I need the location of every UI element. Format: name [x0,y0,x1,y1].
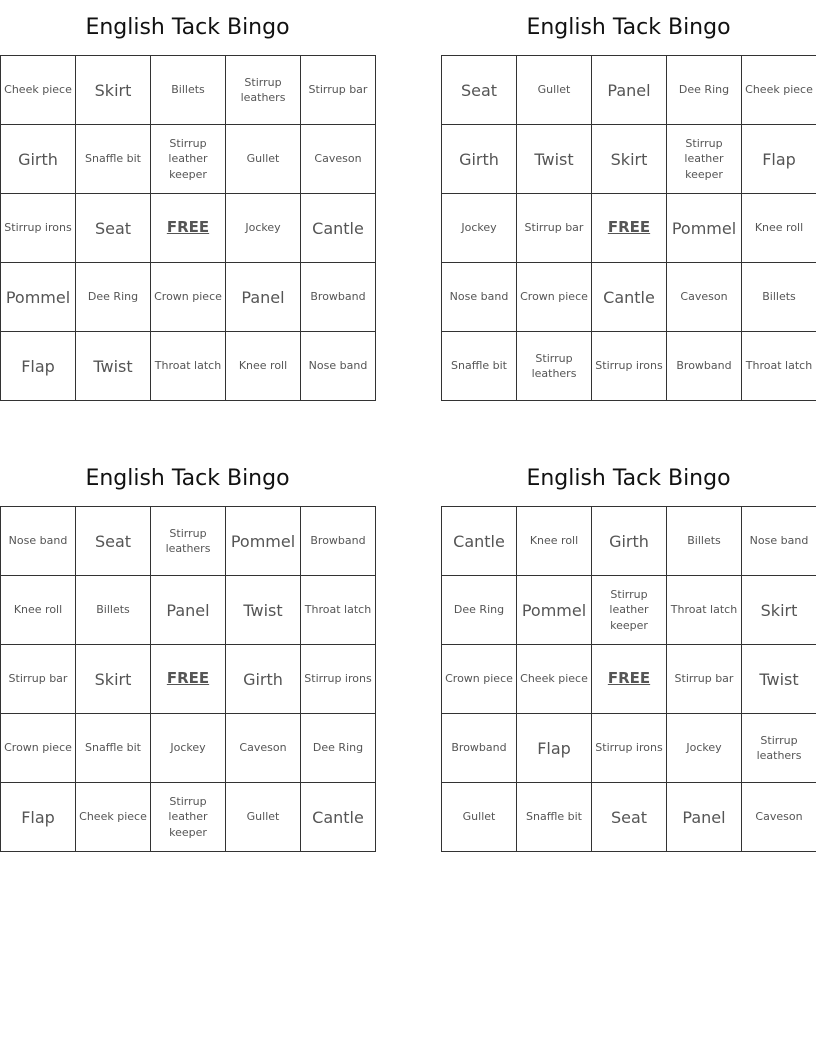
grid-row [1,507,376,576]
bingo-card-4 [441,451,816,852]
bingo-cell: Gullet [517,56,592,125]
bingo-cell: Seat [592,783,667,852]
bingo-card-2 [441,0,816,401]
bingo-cell: Jockey [667,714,742,783]
grid-row [442,576,816,645]
bingo-cell: Pommel [226,507,301,576]
bingo-cell: Stirrup leathers [226,56,301,125]
bingo-cell: Stirrup bar [1,645,76,714]
bingo-cell: Throat latch [667,576,742,645]
bingo-cell: Pommel [517,576,592,645]
bingo-cell: Girth [592,507,667,576]
bingo-cell: Jockey [226,194,301,263]
bingo-cell: Panel [667,783,742,852]
bingo-cell: Flap [1,783,76,852]
bingo-cell: Girth [1,125,76,194]
bingo-cell: Throat latch [151,332,226,401]
free-space: FREE [151,645,226,714]
bingo-cell: Snaffle bit [76,125,151,194]
bingo-cell: Stirrup leather keeper [151,125,226,194]
bingo-cell: Caveson [742,783,816,852]
bingo-cell: Knee roll [517,507,592,576]
bingo-cell: Cheek piece [742,56,816,125]
bingo-cell: Billets [742,263,816,332]
bingo-cell: Cantle [442,507,517,576]
bingo-cell: Cheek piece [1,56,76,125]
bingo-cell: Skirt [742,576,816,645]
grid-row [1,56,376,125]
bingo-cell: Throat latch [742,332,816,401]
bingo-cell: Crown piece [151,263,226,332]
bingo-cell: Dee Ring [667,56,742,125]
bingo-cell: Dee Ring [442,576,517,645]
card-title: English Tack Bingo [85,15,290,40]
bingo-cell: Browband [442,714,517,783]
grid-row [442,56,816,125]
bingo-cell: Gullet [442,783,517,852]
bingo-cell: Seat [442,56,517,125]
bingo-cell: Stirrup leather keeper [667,125,742,194]
bingo-cell: Flap [517,714,592,783]
grid-row [442,645,816,714]
bingo-cell: Cheek piece [517,645,592,714]
bingo-cell: Gullet [226,125,301,194]
bingo-cell: Girth [442,125,517,194]
bingo-cell: Billets [151,56,226,125]
bingo-cell: Crown piece [442,645,517,714]
bingo-cell: Pommel [1,263,76,332]
bingo-cell: Nose band [301,332,376,401]
bingo-cell: Knee roll [1,576,76,645]
grid-row [442,263,816,332]
grid-row [442,783,816,852]
bingo-cell: Snaffle bit [76,714,151,783]
bingo-grid [441,506,816,852]
grid-row [442,125,816,194]
bingo-cell: Stirrup bar [301,56,376,125]
bingo-card-3 [0,451,375,852]
bingo-card-1 [0,0,375,401]
bingo-cell: Panel [151,576,226,645]
free-space: FREE [592,194,667,263]
bingo-cell: Flap [742,125,816,194]
bingo-cell: Panel [592,56,667,125]
bingo-cell: Stirrup leathers [151,507,226,576]
grid-row [1,645,376,714]
bingo-cell: Skirt [76,56,151,125]
bingo-cell: Pommel [667,194,742,263]
grid-row [1,576,376,645]
bingo-cell: Twist [226,576,301,645]
bingo-cell: Crown piece [1,714,76,783]
bingo-cell: Skirt [76,645,151,714]
bingo-cell: Crown piece [517,263,592,332]
bingo-cell: Stirrup leather keeper [151,783,226,852]
free-space: FREE [151,194,226,263]
bingo-cell: Stirrup irons [1,194,76,263]
free-space: FREE [592,645,667,714]
bingo-cell: Cantle [301,783,376,852]
grid-row [442,507,816,576]
bingo-cell: Cheek piece [76,783,151,852]
bingo-cell: Caveson [301,125,376,194]
bingo-cell: Panel [226,263,301,332]
bingo-cell: Cantle [592,263,667,332]
bingo-cell: Flap [1,332,76,401]
bingo-cell: Billets [667,507,742,576]
bingo-cell: Snaffle bit [517,783,592,852]
card-title: English Tack Bingo [526,466,731,491]
bingo-cell: Browband [667,332,742,401]
card-title: English Tack Bingo [85,466,290,491]
grid-row [1,263,376,332]
bingo-cell: Browband [301,263,376,332]
bingo-cell: Browband [301,507,376,576]
bingo-cell: Stirrup bar [667,645,742,714]
bingo-cell: Nose band [1,507,76,576]
bingo-grid [441,55,816,401]
bingo-cell: Stirrup irons [592,332,667,401]
bingo-cell: Twist [76,332,151,401]
bingo-cell: Snaffle bit [442,332,517,401]
bingo-cell: Stirrup leather keeper [592,576,667,645]
bingo-cell: Girth [226,645,301,714]
bingo-cell: Billets [76,576,151,645]
bingo-cell: Knee roll [742,194,816,263]
grid-row [1,332,376,401]
bingo-cell: Stirrup leathers [517,332,592,401]
bingo-cell: Stirrup irons [592,714,667,783]
grid-row [442,714,816,783]
bingo-grid [0,55,376,401]
bingo-cell: Skirt [592,125,667,194]
bingo-cell: Stirrup bar [517,194,592,263]
bingo-cell: Dee Ring [301,714,376,783]
bingo-cell: Nose band [442,263,517,332]
bingo-cell: Caveson [667,263,742,332]
bingo-cell: Jockey [151,714,226,783]
bingo-cell: Gullet [226,783,301,852]
bingo-cell: Throat latch [301,576,376,645]
grid-row [1,125,376,194]
bingo-cell: Caveson [226,714,301,783]
bingo-cell: Jockey [442,194,517,263]
bingo-cell: Stirrup irons [301,645,376,714]
bingo-cell: Twist [742,645,816,714]
card-title: English Tack Bingo [526,15,731,40]
grid-row [442,332,816,401]
grid-row [1,194,376,263]
bingo-cell: Nose band [742,507,816,576]
bingo-cell: Stirrup leathers [742,714,816,783]
bingo-cell: Knee roll [226,332,301,401]
bingo-cell: Twist [517,125,592,194]
grid-row [1,783,376,852]
bingo-cell: Seat [76,194,151,263]
bingo-grid [0,506,376,852]
bingo-cell: Cantle [301,194,376,263]
grid-row [442,194,816,263]
grid-row [1,714,376,783]
bingo-cell: Dee Ring [76,263,151,332]
bingo-cell: Seat [76,507,151,576]
